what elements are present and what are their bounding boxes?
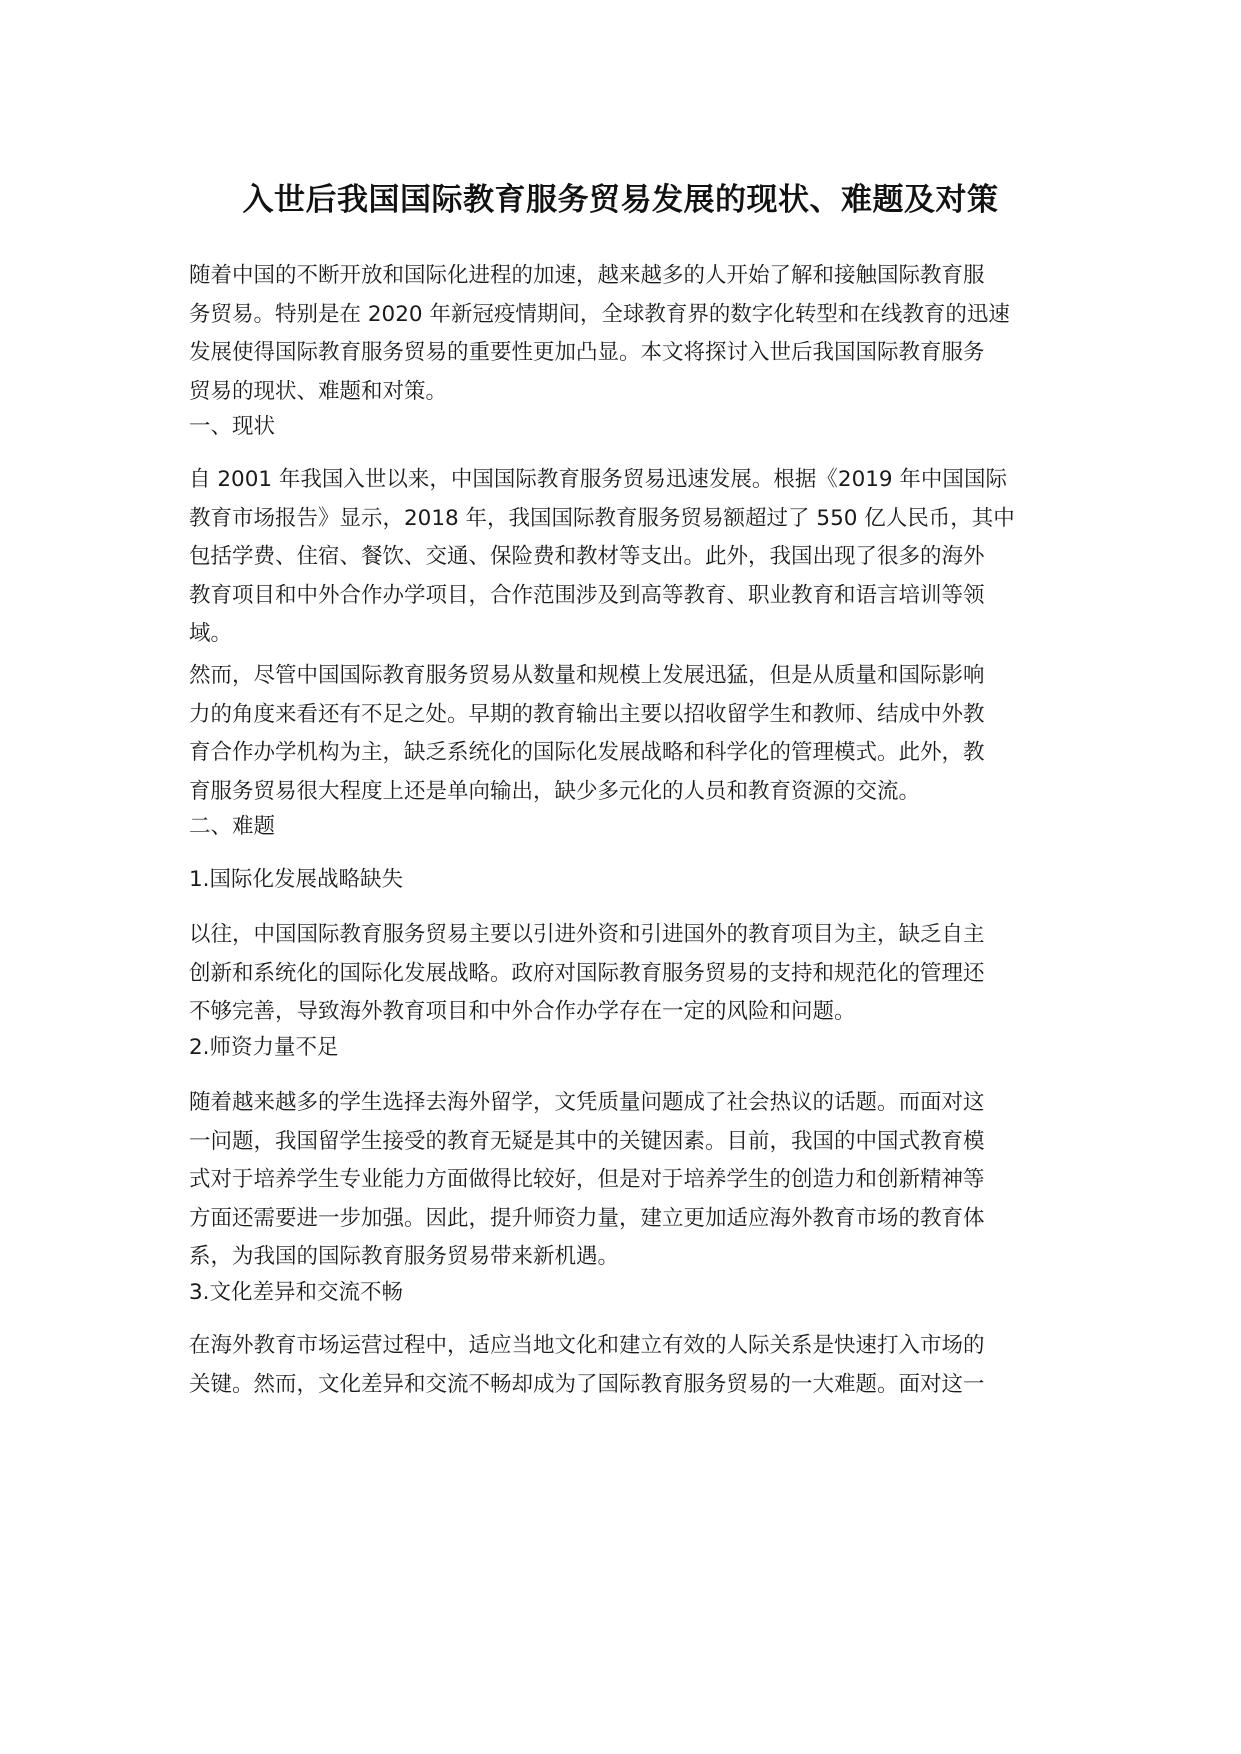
paragraph-line: 域。 [189, 621, 233, 647]
paragraph-line: 创新和系统化的国际化发展战略。政府对国际教育服务贸易的支持和规范化的管理还 [189, 960, 985, 986]
paragraph-line: 育合作办学机构为主，缺乏系统化的国际化发展战略和科学化的管理模式。此外，教 [189, 740, 985, 766]
section-heading-status: 一、现状 [189, 414, 276, 439]
paragraph-line: 系，为我国的国际教育服务贸易带来新机遇。 [189, 1244, 620, 1270]
paragraph-line: 一问题，我国留学生接受的教育无疑是其中的关键因素。目前，我国的中国式教育模 [189, 1128, 985, 1154]
section-heading-problems: 二、难题 [189, 814, 276, 839]
subheading-problem-3: 3.文化差异和交流不畅 [189, 1280, 404, 1305]
paragraph-line: 育服务贸易很大程度上还是单向输出，缺少多元化的人员和教育资源的交流。 [189, 778, 921, 804]
paragraph-line: 教育市场报告》显示，2018 年，我国国际教育服务贸易额超过了 550 亿人民币，其中 [189, 505, 1015, 531]
problem-1-paragraph [189, 916, 1069, 1032]
paragraph-line: 务贸易。特别是在 2020 年新冠疫情期间，全球教育界的数字化转型和在线教育的迅速 [189, 301, 1010, 327]
paragraph-line: 在海外教育市场运营过程中，适应当地文化和建立有效的人际关系是快速打入市场的 [189, 1333, 985, 1358]
problem-2-paragraph [189, 1084, 1069, 1277]
document-title: 入世后我国国际教育服务贸易发展的现状、难题及对策 [242, 182, 999, 218]
paragraph-line: 力的角度来看还有不足之处。早期的教育输出主要以招收留学生和教师、结成中外教 [189, 701, 985, 727]
paragraph-line: 不够完善，导致海外教育项目和中外合作办学存在一定的风险和问题。 [189, 999, 856, 1025]
status-paragraph-1 [189, 461, 1069, 654]
paragraph-line: 贸易的现状、难题和对策。 [189, 378, 448, 404]
paragraph-line: 发展使得国际教育服务贸易的重要性更加凸显。本文将探讨入世后我国国际教育服务 [189, 340, 985, 366]
paragraph-line: 以往，中国国际教育服务贸易主要以引进外资和引进国外的教育项目为主，缺乏自主 [189, 922, 985, 947]
paragraph-line: 随着越来越多的学生选择去海外留学，文凭质量问题成了社会热议的话题。而面对这 [189, 1090, 985, 1115]
paragraph-line: 包括学费、住宿、餐饮、交通、保险费和教材等支出。此外，我国出现了很多的海外 [189, 544, 985, 570]
paragraph-line: 式对于培养学生专业能力方面做得比较好，但是对于培养学生的创造力和创新精神等 [189, 1167, 985, 1193]
paragraph-line: 关键。然而，文化差异和交流不畅却成为了国际教育服务贸易的一大难题。面对这一 [189, 1371, 985, 1397]
intro-paragraph [189, 257, 1069, 411]
problem-3-paragraph [189, 1327, 1069, 1404]
paragraph-line: 然而，尽管中国国际教育服务贸易从数量和规模上发展迅猛，但是从质量和国际影响 [189, 663, 985, 688]
paragraph-line: 方面还需要进一步加强。因此，提升师资力量，建立更加适应海外教育市场的教育体 [189, 1205, 985, 1231]
subheading-problem-2: 2.师资力量不足 [189, 1035, 339, 1060]
paragraph-line: 随着中国的不断开放和国际化进程的加速，越来越多的人开始了解和接触国际教育服 [189, 263, 985, 288]
status-paragraph-2 [189, 657, 1069, 811]
paragraph-line: 教育项目和中外合作办学项目，合作范围涉及到高等教育、职业教育和语言培训等领 [189, 582, 985, 608]
subheading-problem-1: 1.国际化发展战略缺失 [189, 867, 404, 892]
paragraph-line: 自 2001 年我国入世以来，中国国际教育服务贸易迅速发展。根据《2019 年中国国际 [189, 467, 1007, 492]
